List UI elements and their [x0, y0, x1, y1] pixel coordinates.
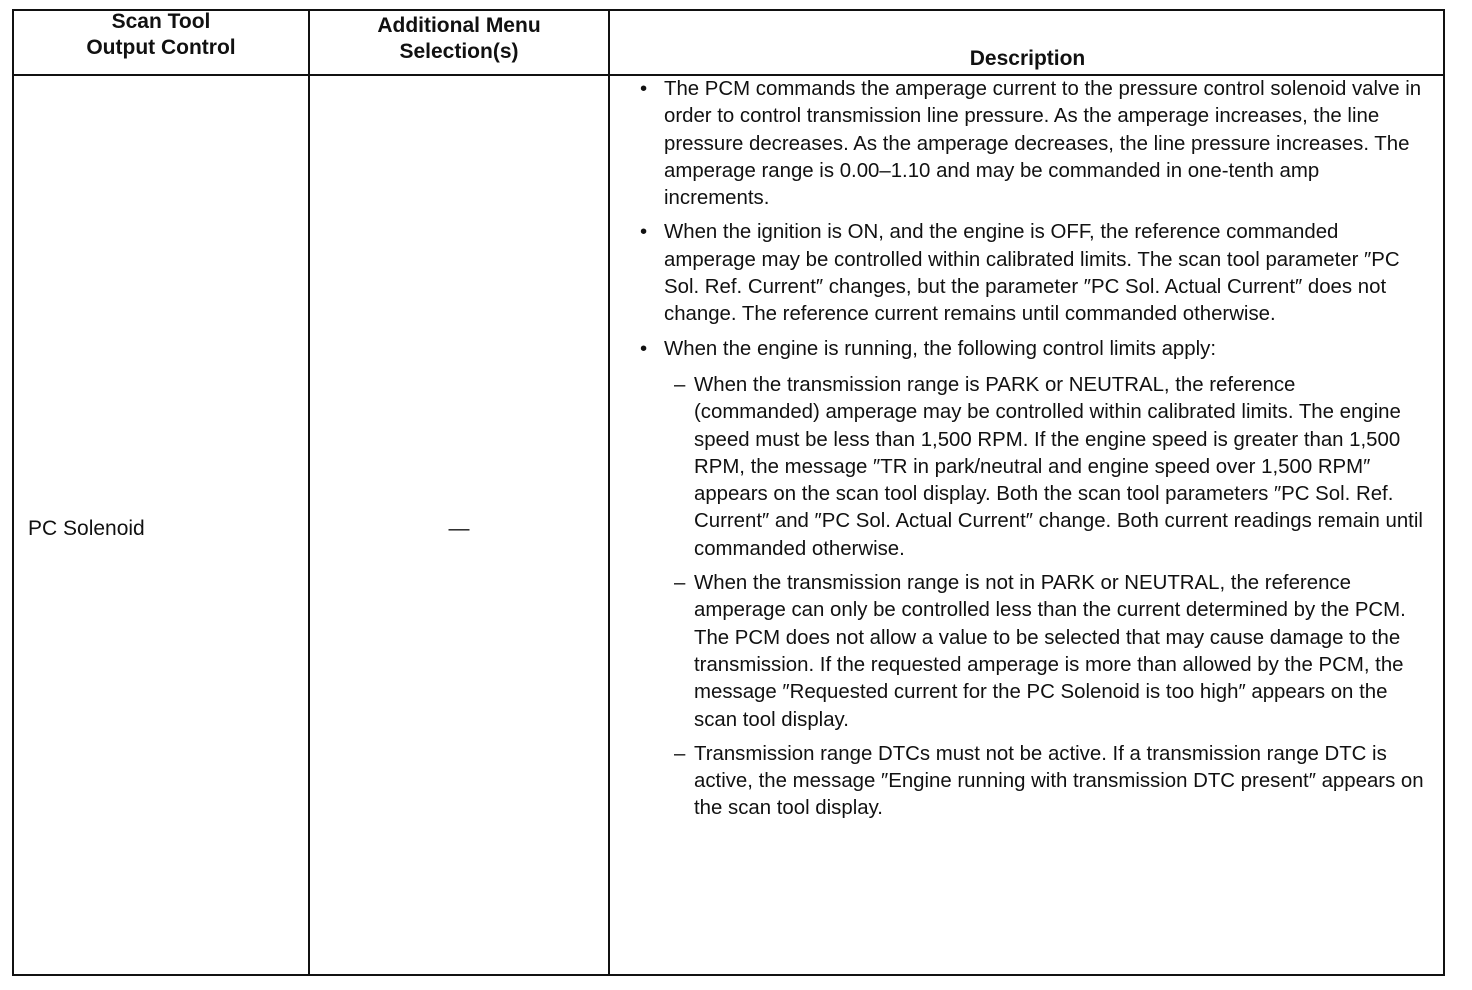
column-divider-2 — [608, 11, 610, 974]
description-cell — [636, 76, 1426, 830]
sub-item-mark: – — [674, 373, 686, 396]
output-control-cell: PC Solenoid — [28, 517, 145, 540]
menu-selection-cell: — — [448, 517, 470, 540]
bullet-mark: • — [640, 78, 648, 100]
description-bullet — [636, 76, 1426, 212]
bullet-text: When the ignition is ON, and the engine is OFF, the reference commanded amperage may be controlled within calibrated limits. The scan tool parameter ″PC Sol. Ref. Current″ changes, but the parameter ″PC Sol. Actual Current″ does not change. The reference current remains until commanded otherwise. — [664, 221, 1400, 326]
column-divider-1 — [308, 11, 310, 974]
header-scan-tool-output-control — [14, 11, 308, 74]
header-col1-line2: Output Control — [86, 35, 236, 59]
bullet-text: The PCM commands the amperage current to the pressure control solenoid valve in order to control transmission line pressure. As the amperage increases, the line pressure decreases. As the amperage decreases, the line pressure increases. The amperage range is 0.00–1.10 and may be commanded in one-tenth amp increments. — [664, 78, 1422, 210]
description-bullet — [636, 219, 1426, 328]
bullet-mark: • — [640, 221, 648, 244]
header-additional-menu-selections — [310, 11, 608, 74]
sub-item-text: When the transmission range is not in PARK or NEUTRAL, the reference amperage can only be controlled less than the current determined by the PCM. The PCM does not allow a value to be selected that may cause damage to the transmission. If the requested amperage is more than allowed by the PCM, the message ″Requested current for the PC Solenoid is too high″ appears on the scan tool display. — [694, 572, 1406, 731]
sub-item-mark: – — [674, 572, 686, 595]
sub-item-mark: – — [674, 742, 686, 765]
header-col1-line1: Scan Tool — [111, 9, 211, 33]
header-col2-line1: Additional Menu — [377, 13, 541, 37]
sub-item-text: Transmission range DTCs must not be active. If a transmission range DTC is active, the message ″Engine running with transmission DTC present″ appears on the scan tool display. — [694, 742, 1424, 820]
header-col3-label: Description — [969, 47, 1086, 70]
description-bullet — [636, 336, 1426, 363]
bullet-mark: • — [640, 337, 648, 360]
header-col2-line2: Selection(s) — [399, 39, 519, 63]
sub-item-text: When the transmission range is PARK or NEUTRAL, the reference (commanded) amperage may be controlled within calibrated limits. The engine speed must be less than 1,500 RPM. If the engine speed is greater than 1,500 RPM, the message ″TR in park/neutral and engine speed over 1,500 RPM″ appears on the scan tool display. Both the scan tool parameters ″PC Sol. Ref. Current″ and ″PC Sol. Actual Current″ change. Both current readings remain until commanded otherwise. — [694, 373, 1423, 560]
description-sub-item — [636, 372, 1426, 563]
description-sub-item — [636, 741, 1426, 823]
bullet-text: When the engine is running, the following control limits apply: — [664, 337, 1216, 360]
table-header-row — [14, 11, 1443, 76]
header-description — [610, 11, 1445, 74]
description-sub-item — [636, 570, 1426, 734]
